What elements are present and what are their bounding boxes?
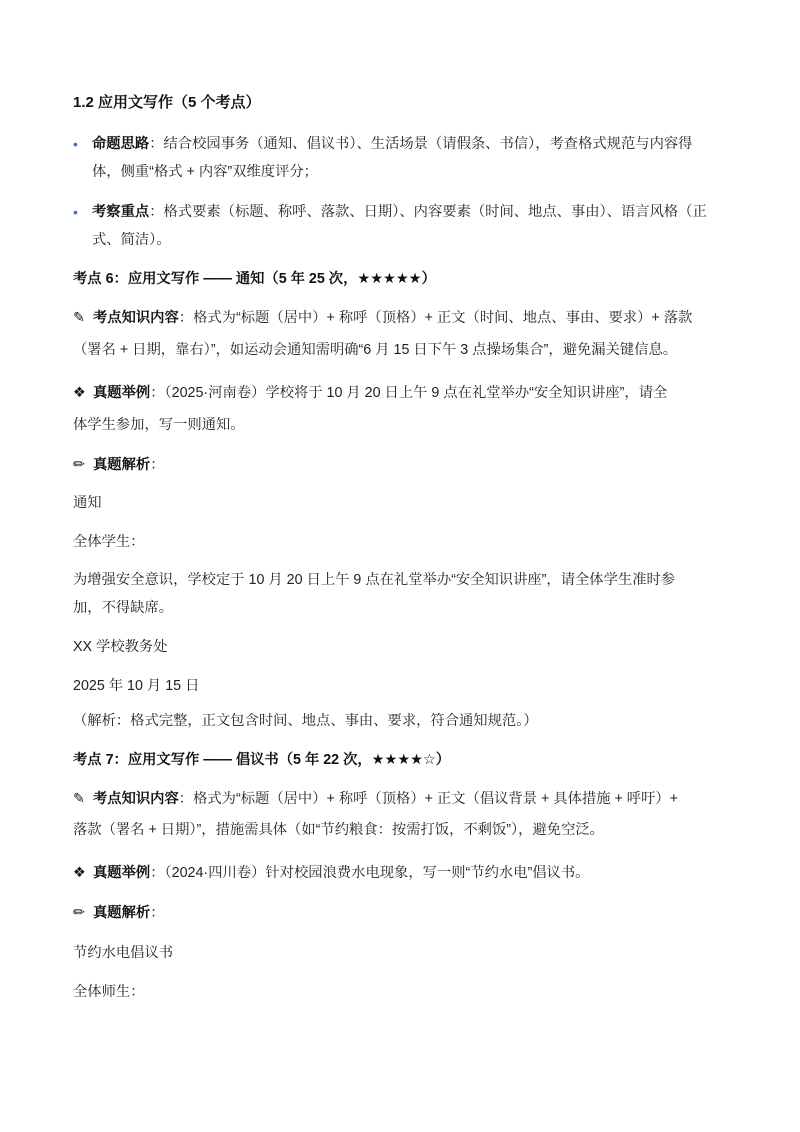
answer-line: 全体学生： (73, 534, 145, 550)
point-title: 考点 7：应用文写作 —— 倡议书（5 年 22 次，★★★★☆） (73, 752, 451, 768)
bullet-text: ：格式要素（标题、称呼、落款、日期）、内容要素（时间、地点、事由）、语言风格（正 (149, 204, 707, 220)
answer-line: 全体师生： (73, 984, 145, 1000)
answer-line: 为增强安全意识，学校定于 10 月 20 日上午 9 点在礼堂举办“安全知识讲座”，请全体学生准时参 (73, 572, 676, 588)
answer-line: XX 学校教务处 (73, 639, 168, 655)
example-line (73, 383, 667, 403)
ruler-pencil-icon: ✏ (73, 457, 85, 473)
knowledge-text: ：格式为“标题（居中）+ 称呼（顶格）+ 正文（时间、地点、事由、要求）+ 落款 (178, 310, 693, 326)
example-text: ：（2024·四川卷）针对校园浪费水电现象，写一则“节约水电”倡议书。 (150, 865, 590, 881)
bullet-label: 考察重点 (92, 204, 150, 220)
pencil-icon: ✎ (73, 791, 85, 807)
knowledge-text: （署名 + 日期，靠右）”，如运动会通知需明确“6 月 15 日下午 3 点操场集合”，避免漏关键信息。 (73, 342, 678, 358)
bullet-icon: • (73, 204, 78, 220)
example-text: ：（2025·河南卷）学校将于 10 月 20 日上午 9 点在礼堂举办“安全知识讲座”，请全 (150, 385, 668, 401)
bullet-item (92, 202, 707, 222)
pencil-icon: ✎ (73, 310, 85, 326)
bullet-label: 命题思路 (92, 136, 150, 152)
answer-note: （解析：格式完整，正文包含时间、地点、事由、要求，符合通知规范。） (73, 713, 538, 729)
knowledge-text: 落款（署名 + 日期）”，措施需具体（如“节约粮食：按需打饭，不剩饭”），避免空泛。 (73, 822, 604, 838)
knowledge-text: ：格式为“标题（居中）+ 称呼（顶格）+ 正文（倡议背景 + 具体措施 + 呼吁）+ (178, 791, 679, 807)
bullet-text: ：结合校园事务（通知、倡议书）、生活场景（请假条、书信），考查格式规范与内容得 (149, 136, 693, 152)
answer-line: 节约水电倡议书 (73, 945, 174, 961)
knowledge-label: 考点知识内容 (93, 791, 179, 807)
answer-line: 通知 (73, 495, 102, 511)
analysis-label: 真题解析 (93, 457, 151, 473)
example-label: 真题举例 (93, 385, 151, 401)
bullet-item (92, 134, 692, 154)
analysis-line: ✏ 真题解析： (73, 457, 165, 473)
knowledge-line (73, 308, 692, 328)
knowledge-label: 考点知识内容 (93, 310, 179, 326)
point-title: 考点 6：应用文写作 —— 通知（5 年 25 次，★★★★★） (73, 271, 436, 287)
analysis-label: 真题解析 (93, 905, 151, 921)
bullet-text: 体，侧重“格式 + 内容”双维度评分； (92, 164, 318, 180)
example-text: 体学生参加，写一则通知。 (73, 417, 245, 433)
ruler-pencil-icon: ✏ (73, 905, 85, 921)
example-line (73, 863, 589, 883)
knowledge-line (73, 789, 678, 809)
example-label: 真题举例 (93, 865, 151, 881)
answer-line: 加，不得缺席。 (73, 600, 174, 616)
answer-line: 2025 年 10 月 15 日 (73, 678, 200, 694)
diamond-icon: ❖ (73, 385, 86, 401)
diamond-icon: ❖ (73, 865, 86, 881)
bullet-icon: • (73, 136, 78, 152)
section-title: 1.2 应用文写作（5 个考点） (73, 94, 261, 111)
bullet-text: 式、简洁）。 (92, 232, 171, 248)
analysis-line: ✏ 真题解析： (73, 905, 165, 921)
